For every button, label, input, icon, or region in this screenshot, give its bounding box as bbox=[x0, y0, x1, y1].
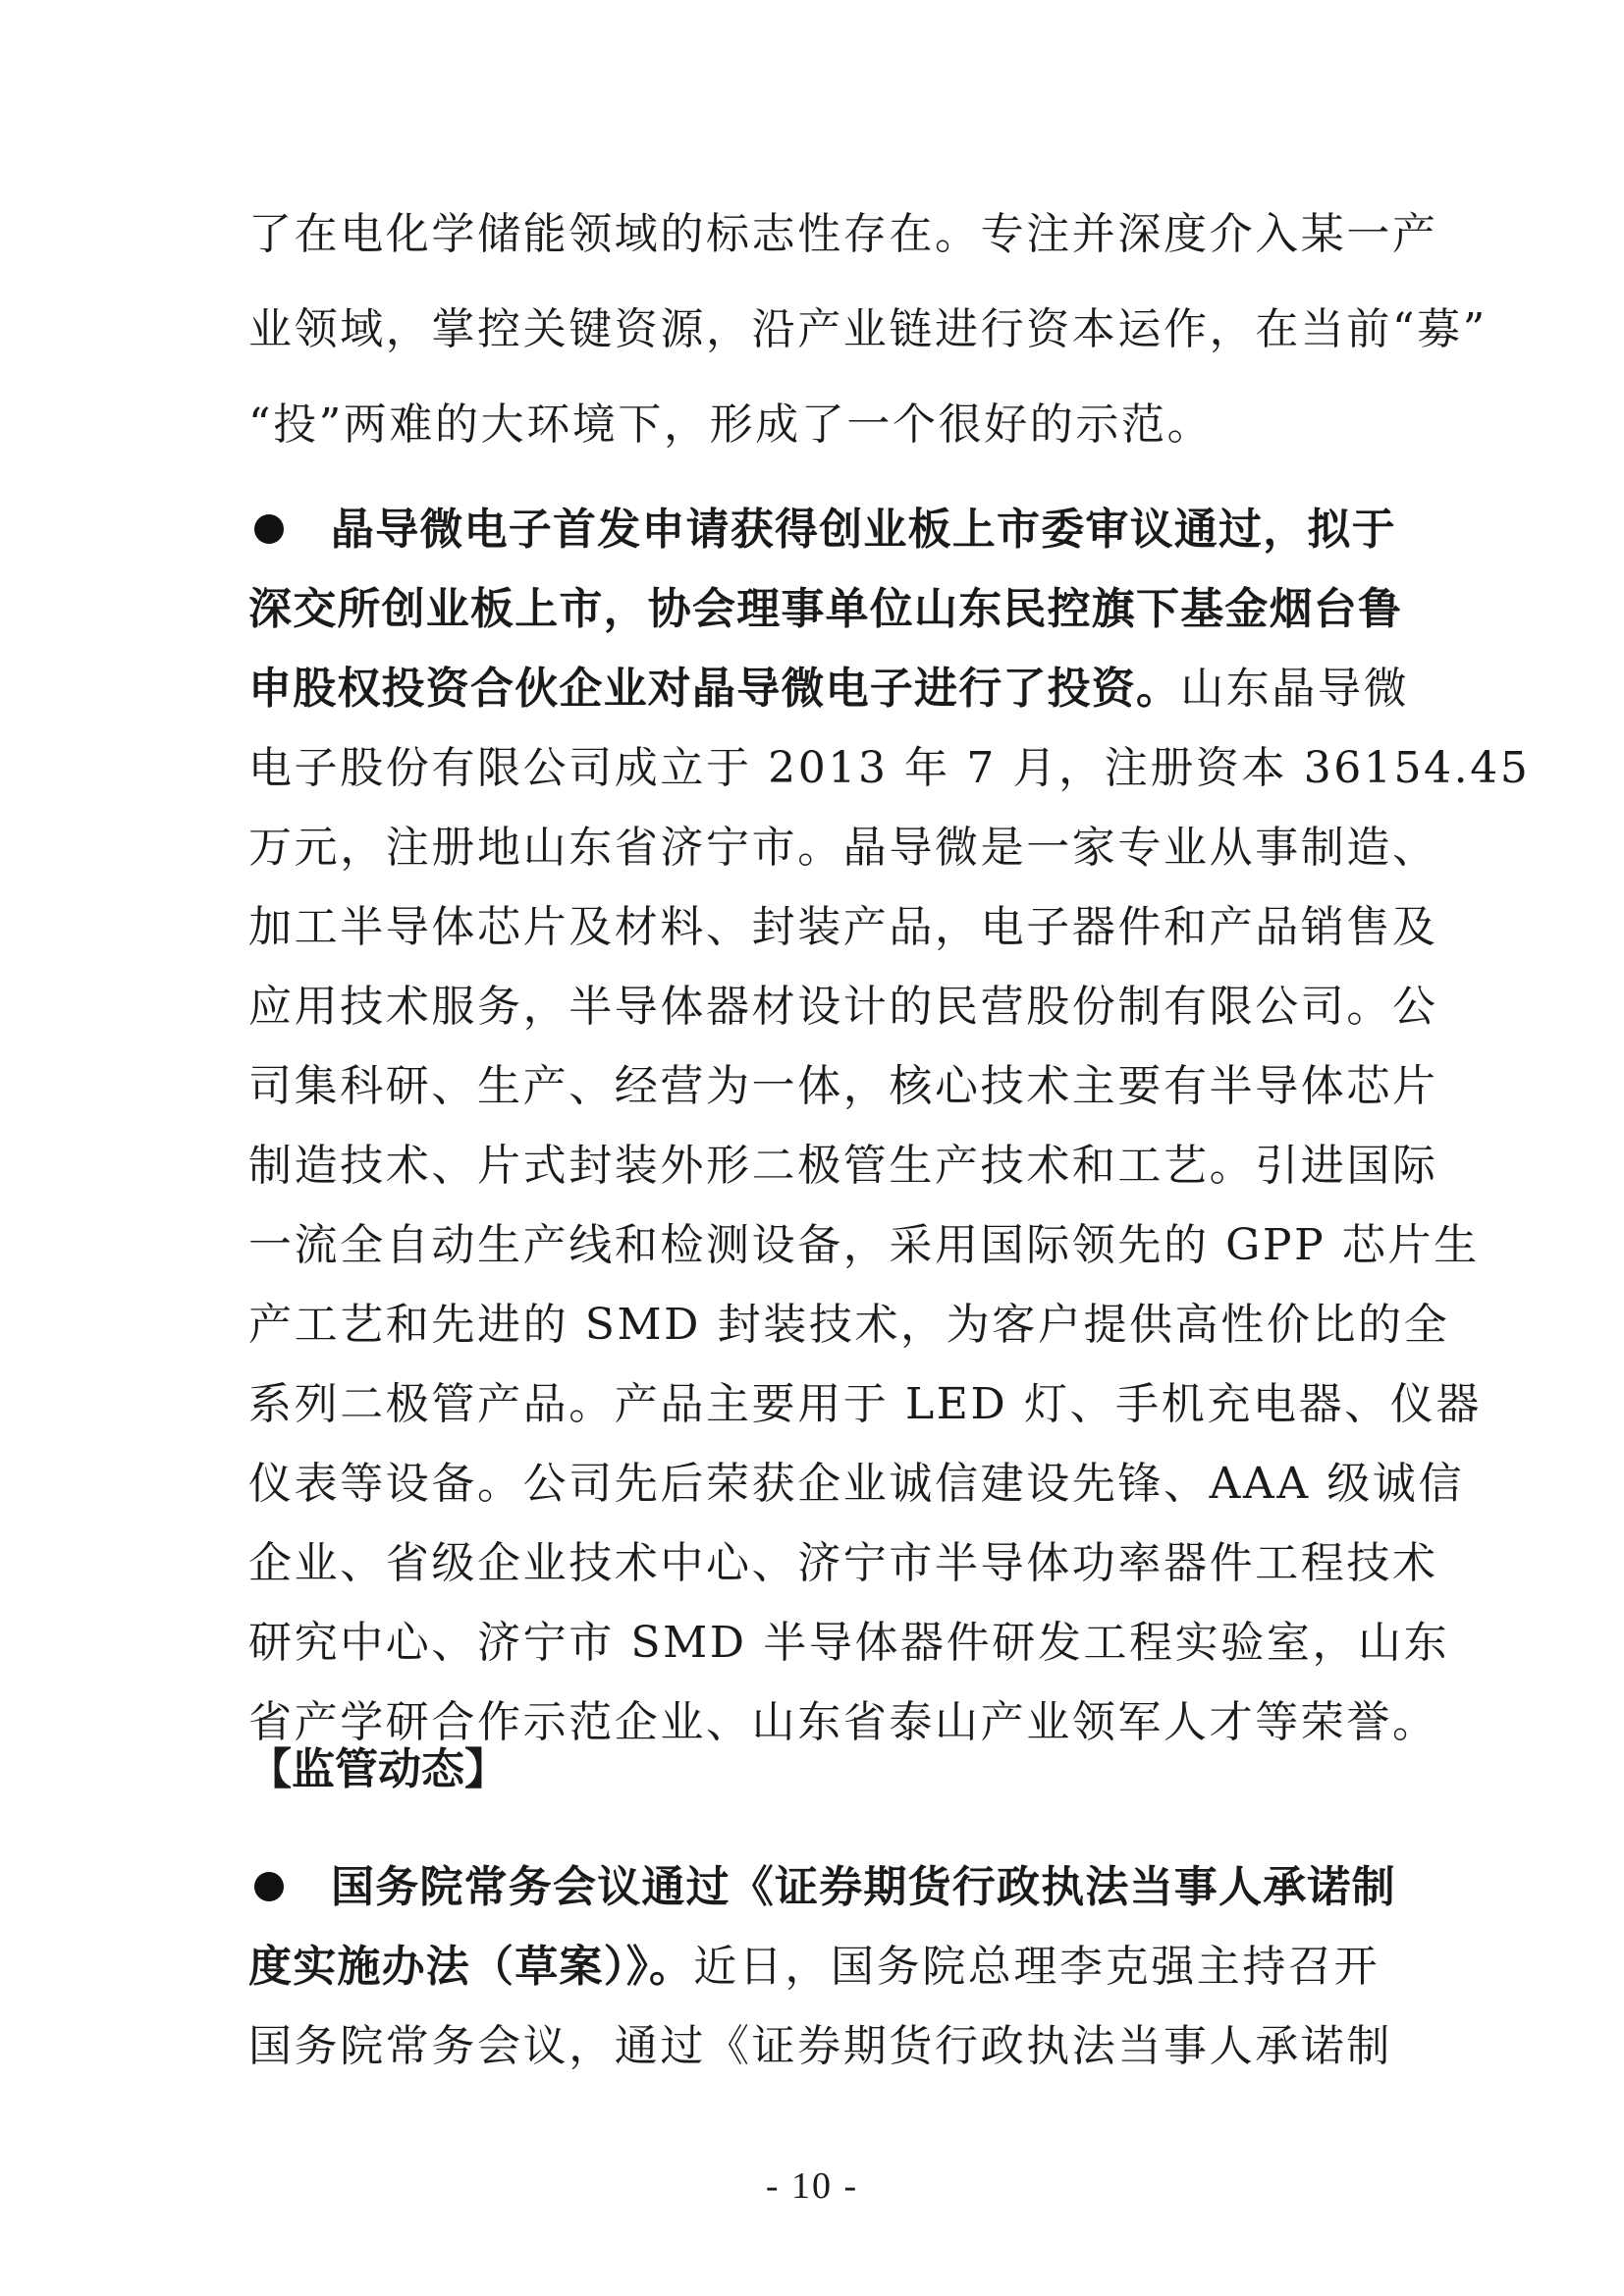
body-line: 产工艺和先进的 SMD 封装技术，为客户提供高性价比的全 bbox=[248, 1300, 1450, 1350]
news-item-mixed-line bbox=[248, 1928, 1387, 2006]
heading-text-end: 度实施办法（草案）》。 bbox=[248, 1942, 694, 1992]
news-item-mixed-line bbox=[248, 650, 1410, 728]
page-number: - 10 - bbox=[765, 2165, 859, 2207]
body-line: 省产学研合作示范企业、山东省泰山产业领军人才等荣誉。 bbox=[248, 1697, 1438, 1747]
body-line: 万元，注册地山东省济宁市。晶导微是一家专业从事制造、 bbox=[248, 823, 1438, 873]
paragraph-line: “投”两难的大环境下，形成了一个很好的示范。 bbox=[248, 400, 1214, 450]
body-text-start: 近日，国务院总理李克强主持召开 bbox=[693, 1942, 1380, 1992]
body-line: 电子股份有限公司成立于 2013 年 7 月，注册资本 36154.45 bbox=[248, 743, 1531, 793]
body-line: 一流全自动生产线和检测设备，采用国际领先的 GPP 芯片生 bbox=[248, 1220, 1480, 1270]
news-item-heading bbox=[248, 491, 1396, 569]
heading-text-end: 申股权投资合伙企业对晶导微电子进行了投资。 bbox=[248, 664, 1181, 714]
section-title: 【监管动态】 bbox=[248, 1744, 508, 1794]
body-line: 应用技术服务，半导体器材设计的民营股份制有限公司。公 bbox=[248, 982, 1438, 1032]
heading-text: 国务院常务会议通过《证券期货行政执法当事人承诺制 bbox=[331, 1862, 1396, 1912]
body-text-start: 山东晶导微 bbox=[1180, 664, 1410, 714]
body-line: 制造技术、片式封装外形二极管生产技术和工艺。引进国际 bbox=[248, 1141, 1438, 1191]
body-line: 仪表等设备。公司先后荣获企业诚信建设先锋、AAA 级诚信 bbox=[248, 1459, 1465, 1509]
news-item-heading-line: 深交所创业板上市，协会理事单位山东民控旗下基金烟台鲁 bbox=[248, 584, 1403, 634]
body-line: 加工半导体芯片及材料、封装产品，电子器件和产品销售及 bbox=[248, 902, 1438, 952]
paragraph-line: 业领域，掌控关键资源，沿产业链进行资本运作，在当前“募” bbox=[248, 304, 1488, 354]
bullet-icon bbox=[254, 1872, 284, 1901]
paragraph-line: 了在电化学储能领域的标志性存在。专注并深度介入某一产 bbox=[248, 209, 1438, 259]
body-line: 企业、省级企业技术中心、济宁市半导体功率器件工程技术 bbox=[248, 1538, 1438, 1588]
heading-text: 晶导微电子首发申请获得创业板上市委审议通过，拟于 bbox=[331, 505, 1396, 555]
body-line: 研究中心、济宁市 SMD 半导体器件研发工程实验室，山东 bbox=[248, 1618, 1450, 1668]
body-line: 国务院常务会议，通过《证券期货行政执法当事人承诺制 bbox=[248, 2021, 1392, 2071]
bullet-icon bbox=[254, 514, 284, 544]
news-item-heading bbox=[248, 1848, 1396, 1927]
body-line: 系列二极管产品。产品主要用于 LED 灯、手机充电器、仪器 bbox=[248, 1379, 1482, 1429]
body-line: 司集科研、生产、经营为一体，核心技术主要有半导体芯片 bbox=[248, 1061, 1438, 1111]
